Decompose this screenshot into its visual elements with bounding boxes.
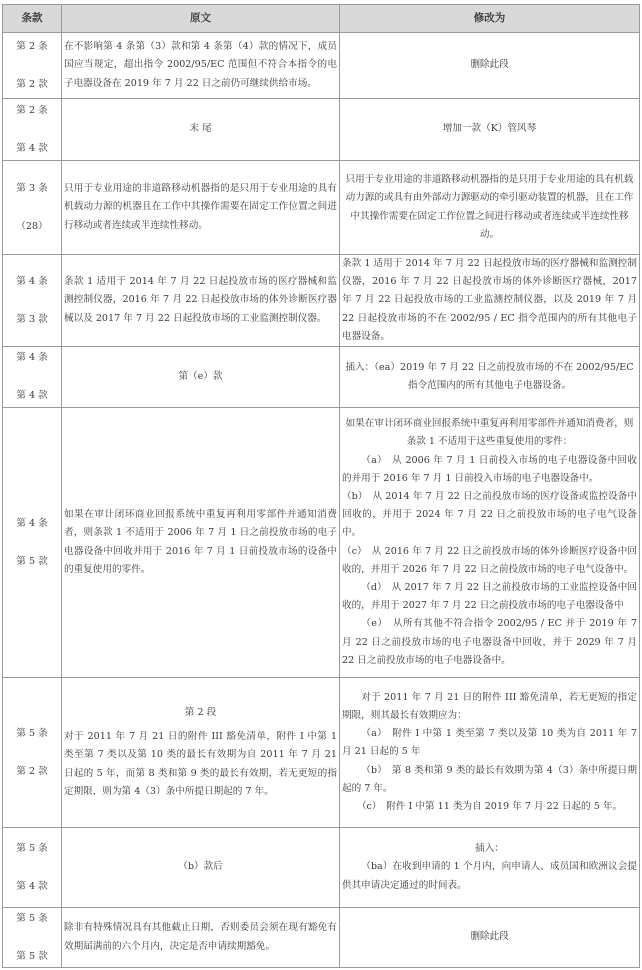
article-paragraph: 第 4 款	[16, 390, 48, 402]
original-cell	[62, 678, 340, 828]
amended-text: 插入：（ea）2019 年 7 月 22 日之前投放市场的不在 2002/95/EC 指令范围内的所有其他电子电器设备。	[340, 347, 640, 408]
article-clause: 第 2 条	[16, 40, 48, 52]
table-header-row	[3, 5, 640, 33]
original-text: 第（e）款	[62, 347, 340, 408]
regulation-amendment-table	[2, 4, 640, 968]
article-clause: 第 5 条	[16, 727, 48, 739]
table-row	[3, 33, 640, 99]
article-cell	[3, 908, 62, 968]
amended-text: 删除此段	[340, 908, 640, 968]
article-cell	[3, 828, 62, 908]
table-row	[3, 161, 640, 255]
original-text: 末 尾	[62, 99, 340, 161]
article-clause: 第 3 条	[16, 182, 48, 194]
original-text: 条款 1 适用于 2014 年 7 月 22 日起投放市场的医疗器械和监测控制仪器，2016 年 7 月 22 日起投放市场的体外诊断医疗器械以及 2017 年 7 月 22 日起投放市场的工业监测控制仪器。	[62, 255, 340, 347]
header-article: 条款	[3, 5, 62, 33]
article-paragraph: 第 4 款	[16, 142, 48, 154]
original-text: 只用于专业用途的非道路移动机器指的是只用于专业用途的具有机载动力源的机器且在工作中其操作需要在固定工作位置之间进行移动或者连续或半连续性移动。	[62, 161, 340, 255]
header-original: 原文	[62, 5, 340, 33]
article-cell	[3, 99, 62, 161]
article-cell	[3, 161, 62, 255]
amended-intro: 如果在审计闭环商业回报系统中重复再利用零部件并通知消费者，则条款 1 不适用于这些重复使用的零件：	[345, 418, 634, 448]
header-amended: 修改为	[340, 5, 640, 33]
article-cell	[3, 678, 62, 828]
article-clause: 第 5 条	[16, 842, 48, 854]
amended-item-c: （c） 附件 I 中第 11 类为自 2019 年 7 月 22 日起的 5 年。	[356, 801, 623, 813]
table-row	[3, 99, 640, 161]
amended-item-a: （a） 附件 I 中第 1 类至第 7 类以及第 10 类为自 2011 年 7 月 21 日起的 5 年	[342, 728, 637, 758]
amended-item-a: （a） 从 2006 年 7 月 1 日前投入市场的电子电器设备中回收的并用于 2016 年 7 月 1 日前投入市场的电子电器设备中。	[342, 454, 637, 484]
amended-text: 增加一款（K）管风琴	[340, 99, 640, 161]
article-clause: 第 4 条	[16, 352, 48, 364]
amended-text: 只用于专业用途的非道路移动机器指的是只用于专业用途的具有机载动力源的或具有由外部动力源驱动的牵引驱动装置的机器，且在工作中其操作需要在固定工作位置之间进行移动或者连续或半连续性移动。	[340, 161, 640, 255]
table-row	[3, 347, 640, 408]
article-cell	[3, 255, 62, 347]
amended-intro: 对于 2011 年 7 月 21 日的附件 III 豁免清单，若无更短的指定期限，则其最长有效期应为：	[342, 691, 637, 721]
amended-list	[340, 678, 640, 828]
article-paragraph: 第 5 款	[16, 950, 48, 962]
article-clause: 第 4 条	[16, 275, 48, 287]
article-cell	[3, 408, 62, 678]
article-paragraph: 第 2 款	[16, 765, 48, 777]
original-text: 对于 2011 年 7 月 21 日的附件 III 豁免清单，附件 I 中第 1 类至第 7 类以及第 10 类的最长有效期为自 2011 年 7 月 21 日起的 5 年，而第 8 类和第 9 类的最长有效期，若无更短的指定期限，则为第 4（3）条中所提日期起的 7 年。	[64, 731, 337, 797]
amended-list	[340, 828, 640, 908]
amended-list	[340, 408, 640, 678]
table-row	[3, 678, 640, 828]
article-clause: 第 2 条	[16, 104, 48, 116]
article-cell	[3, 33, 62, 99]
article-paragraph: 第 2 款	[16, 78, 48, 90]
article-clause: 第 5 条	[16, 912, 48, 924]
article-cell	[3, 347, 62, 408]
amended-text: 条款 1 适用于 2014 年 7 月 22 日起投放市场的医疗器械和监测控制仪器，2016 年 7 月 22 日起投放市场的体外诊断医疗器械，2017 年 7 月 22 日起投放市场的工业监测控制仪器，以及 2019 年 7 月 22 日起投放市场的不在 2002/95 / EC 指令范围内的所有其他电子电器设备。	[340, 255, 640, 347]
table-row	[3, 828, 640, 908]
amended-text: 删除此段	[340, 33, 640, 99]
original-text: 如果在审计闭环商业回报系统中重复再利用零部件并通知消费者，则条款 1 不适用于 2006 年 7 月 1 日之前投放市场的电子电器设备中回收并用于 2016 年 7 月 1 日前投放市场的设备中的重复使用的零件。	[62, 408, 340, 678]
article-clause: 第 4 条	[16, 517, 48, 529]
original-text: 除非有特殊情况具有其他截止日期，否则委员会须在现有豁免有效期届满前的六个月内，决定是否申请续期豁免。	[62, 908, 340, 968]
original-heading: 第 2 段	[184, 707, 217, 718]
amended-intro: 插入：	[475, 843, 504, 855]
amended-item: （ba）在收到申请的 1 个月内，向申请人、成员国和欧洲议会提供其申请决定通过的时间表。	[342, 861, 637, 891]
article-paragraph: （28）	[16, 220, 48, 232]
amended-item-b: （b） 从 2014 年 7 月 22 日之前投放市场的医疗设备或监控设备中回收的，并用于 2024 年 7 月 22 日之前投放市场的电子电气设备中。	[342, 490, 637, 539]
original-text: （b）款后	[62, 828, 340, 908]
table-row	[3, 255, 640, 347]
amended-item-c: （c） 从 2016 年 7 月 22 日之前投放市场的体外诊断医疗设备中回收的，并用于 2026 年 7 月 22 日之前投放市场的电子电气设备中。	[342, 545, 637, 575]
amended-item-b: （b） 第 8 类和第 9 类的最长有效期为第 4（3）条中所提日期起的 7 年。	[342, 764, 637, 794]
table-row	[3, 908, 640, 968]
article-paragraph: 第 3 款	[16, 313, 48, 325]
article-paragraph: 第 5 款	[16, 555, 48, 567]
amended-item-e: （e） 从所有其他不符合指令 2002/95 / EC 并于 2019 年 7 月 22 日之前投放市场的电子电器设备中回收，并于 2029 年 7 月 22 日之前投放市场的电子电器设备中。	[342, 618, 637, 666]
article-paragraph: 第 4 款	[16, 880, 48, 892]
original-text: 在不影响第 4 条第（3）款和第 4 条第（4）款的情况下，成员国应当规定，超出指令 2002/95/EC 范围但不符合本指令的电子电器设备在 2019 年 7 月 22 日之前仍可继续供给市场。	[62, 33, 340, 99]
amended-item-d: （d） 从 2017 年 7 月 22 日之前投放市场的工业监控设备中回收的，并用于 2027 年 7 月 22 日之前投放市场的电子电器设备中	[342, 581, 637, 612]
table-row	[3, 408, 640, 678]
